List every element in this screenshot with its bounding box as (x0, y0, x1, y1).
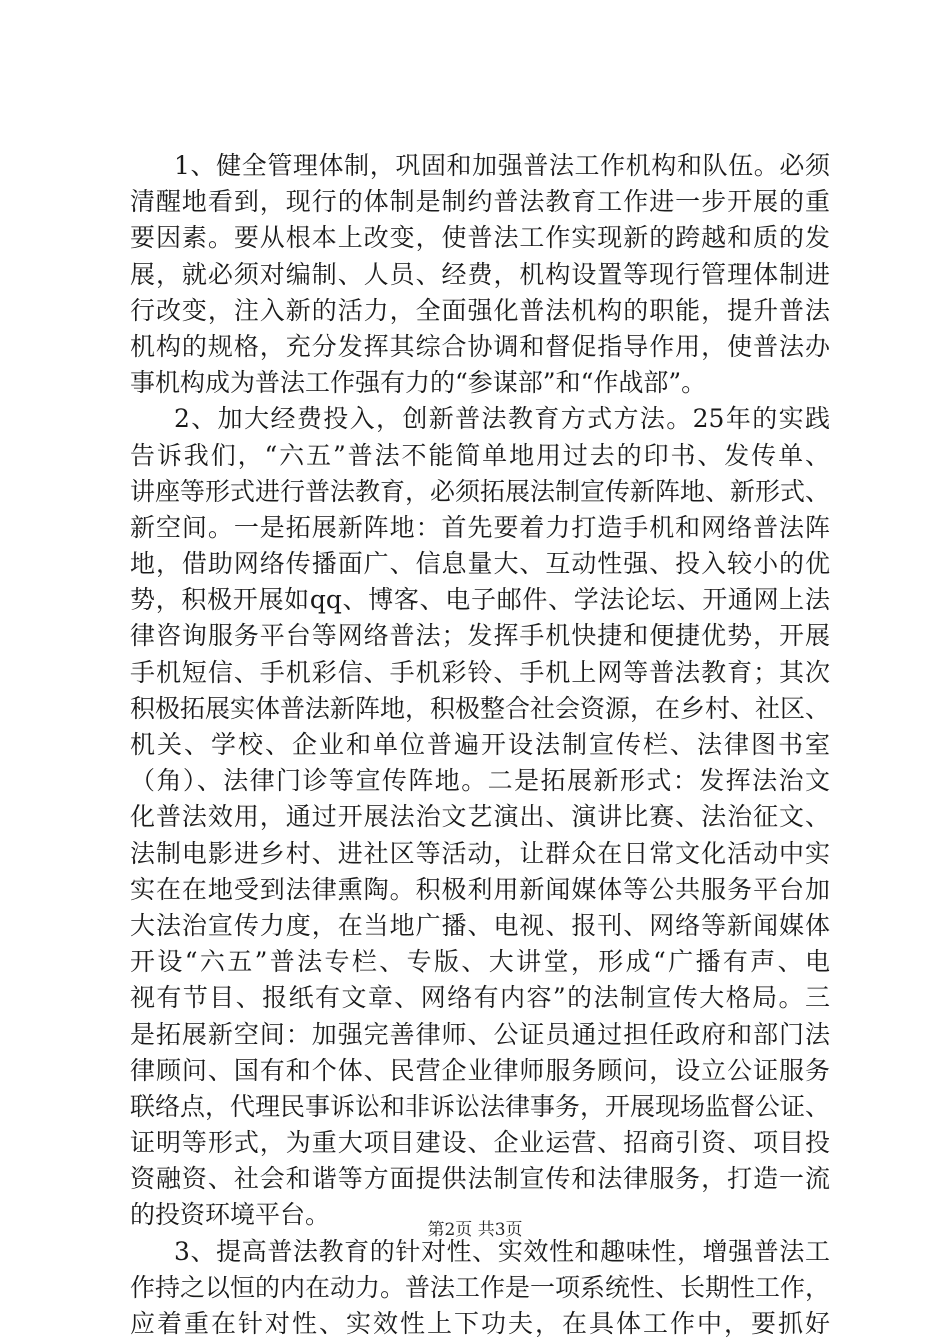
text-line: 法制电影进乡村、进社区等活动，让群众在日常文化活动中实 (130, 838, 830, 868)
text-line: 积极拓展实体普法新阵地，积极整合社会资源，在乡村、社区、 (130, 693, 831, 723)
text-line: 化普法效用，通过开展法治文艺演出、演讲比赛、法治征文、 (130, 802, 830, 832)
text-line: 实在在地受到法律熏陶。积极利用新闻媒体等公共服务平台加 (130, 874, 830, 904)
text-line: 讲座等形式进行普法教育，必须拓展法制宣传新阵地、新形式、 (130, 476, 831, 506)
text-line: 2、加大经费投入，创新普法教育方式方法。25年的实践 (174, 404, 830, 434)
text-line: 律顾问、国有和个体、民营企业律师服务顾问，设立公证服务 (130, 1055, 830, 1085)
text-line: 行改变，注入新的活力，全面强化普法机构的职能，提升普法 (130, 295, 830, 325)
text-line: 3、提高普法教育的针对性、实效性和趣味性，增强普法工 (174, 1236, 830, 1266)
text-line: 新空间。一是拓展新阵地：首先要着力打造手机和网络普法阵 (130, 512, 830, 542)
text-line: 视有节目、报纸有文章、网络有内容”的法制宣传大格局。三 (130, 983, 830, 1013)
text-line: 机关、学校、企业和单位普遍开设法制宣传栏、法律图书室 (130, 730, 830, 759)
text-line: 联络点，代理民事诉讼和非诉讼法律事务，开展现场监督公证、 (130, 1091, 831, 1121)
text-line: 作持之以恒的内在动力。普法工作是一项系统性、长期性工作， (130, 1272, 831, 1302)
text-line: 的投资环境平台。 (130, 1200, 331, 1230)
paragraph (130, 1234, 830, 1343)
document-body (130, 148, 830, 1342)
text-line: 大法治宣传力度，在当地广播、电视、报刊、网络等新闻媒体 (130, 910, 830, 940)
text-line: 地，借助网络传播面广、信息量大、互动性强、投入较小的优 (130, 549, 830, 579)
text-line: 证明等形式，为重大项目建设、企业运营、招商引资、项目投 (130, 1128, 830, 1158)
text-line: 律咨询服务平台等网络普法；发挥手机快捷和便捷优势，开展 (130, 621, 830, 651)
paragraph (130, 148, 830, 401)
text-line: 手机短信、手机彩信、手机彩铃、手机上网等普法教育；其次 (130, 657, 830, 687)
text-line: 展，就必须对编制、人员、经费，机构设置等现行管理体制进 (130, 259, 830, 289)
text-line: 事机构成为普法工作强有力的“参谋部”和“作战部”。 (130, 368, 707, 398)
text-line: 告诉我们，“六五”普法不能简单地用过去的印书、发传单、 (130, 440, 830, 470)
text-line: 应着重在针对性、实效性上下功夫，在具体工作中，要抓好 (130, 1309, 830, 1338)
text-line: 机构的规格，充分发挥其综合协调和督促指导作用，使普法办 (130, 331, 830, 361)
page-footer: 第2页 共3页 (427, 1220, 523, 1240)
text-line: 开设“六五”普法专栏、专版、大讲堂，形成“广播有声、电 (130, 947, 830, 977)
text-line: 清醒地看到，现行的体制是制约普法教育工作进一步开展的重 (130, 187, 830, 217)
text-line: 要因素。要从根本上改变，使普法工作实现新的跨越和质的发 (130, 223, 830, 253)
text-line: 资融资、社会和谐等方面提供法制宣传和法律服务，打造一流 (130, 1164, 830, 1194)
text-line: 1、健全管理体制，巩固和加强普法工作机构和队伍。必须 (174, 151, 830, 180)
paragraph (130, 401, 830, 1233)
text-line: 势，积极开展如qq、博客、电子邮件、学法论坛、开通网上法 (130, 585, 830, 615)
text-line: （角）、法律门诊等宣传阵地。二是拓展新形式：发挥法治文 (130, 766, 830, 796)
text-line: 是拓展新空间：加强完善律师、公证员通过担任政府和部门法 (130, 1019, 830, 1049)
